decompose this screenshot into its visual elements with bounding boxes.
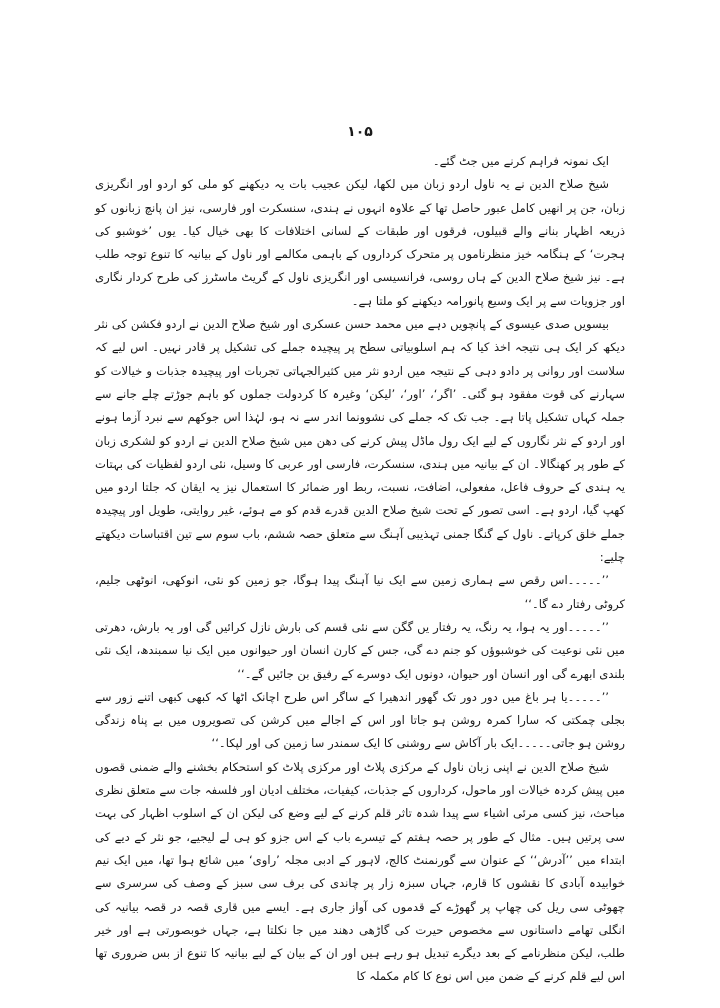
- page-number: ۱۰۵: [347, 124, 373, 140]
- quote-paragraph: ’’۔۔۔۔۔اور یہ ہوا، یہ رنگ، یہ رفتار یں گگن سے نئی قسم کی بارش نازل کرائیں گی اور یہ بارش، دھرتی میں نئی نوعیت کی خوشبوؤں کو جنم دے گی، جس کے کارن انسان اور حیوانوں میں ایک نیا سمبندھ، ایک نئی بلندی ابھرے گی اور انسان اور حیوان، دونوں ایک دوسرے کے رفیق بن جائیں گے۔‘‘: [95, 619, 625, 681]
- body-text: [95, 150, 625, 989]
- paragraph: ایک نمونہ فراہم کرنے میں جٹ گئے۔: [432, 154, 609, 168]
- paragraph: شیخ صلاح الدین نے یہ ناول اردو زبان میں لکھا، لیکن عجیب بات یہ دیکھنے کو ملی کو اردو اور انگریزی زبان، جن پر انھیں کامل عبور حاصل تھا کے علاوہ انہوں نے ہندی، سنسکرت اور فارسی، نیز ان پانچ زبانوں کو ذریعہ اظہار بنانے والے قبیلوں، فرقوں اور طبقات کے لسانی اختلافات کا بھی خیال کیا۔ یوں ’خوشبو کی ہجرت‘ کے ہنگامہ خیز منظرناموں پر متحرک کرداروں کے باہمی مکالمے اور ناول کے بیانیہ کا تنوع توجہ طلب ہے۔ نیز شیخ صلاح الدین کے ہاں روسی، فرانسیسی اور انگریزی ناول کے گریٹ ماسٹرز کی طرح کردار نگاری اور جزویات سے پر ایک وسیع پانورامہ دیکھنے کو ملتا ہے۔: [95, 177, 625, 308]
- quote-paragraph: ’’۔۔۔۔۔یا ہر باغ میں دور دور تک گھور اندھیرا کے ساگر اس طرح اچانک اٹھا کہ کبھی کبھی اتنے زور سے بجلی چمکتی کہ سارا کمرہ روشن ہو جاتا اور اس کے اجالے میں کرشن کی تصویروں میں بے پناہ زندگی روشن ہو جاتی۔۔۔۔۔ایک بار آکاش سے روشنی کا ایک سمندر سا زمین کی اور لپکا۔‘‘: [95, 689, 625, 751]
- paragraph: شیخ صلاح الدین نے اپنی زبان ناول کے مرکزی پلاٹ اور مرکزی پلاٹ کو استحکام بخشنے والے ضمنی قصوں میں پیش کردہ خیالات اور ماحول، کرداروں کے جذبات، کیفیات، مختلف ادیان اور فلسفہ جات سے متعلق نظری مباحث، نیز کسی مرئی اشیاء سے پیدا شدہ تاثر قلم کرنے کے لیے وضع کی لیکن ان کے اسلوب اظہار کی بہت سی پرتیں ہیں۔ مثال کے طور پر حصہ ہفتم کے تیسرے باب کے اس جزو کو ہی لے لیجیے، جو نثر کے دیے کی ابتداء میں ’’آدرش‘‘ کے عنوان سے گورنمنٹ کالج، لاہور کے ادبی مجلہ ’راوی‘ میں شائع ہوا تھا، میں ایک نیم خوابیدہ آبادی کا نقشوں کا قارم، جہاں سبزہ زار پر چاندی کی برف سی سبز کے وصف کی سرسری سے چھوٹی سی ریل کی چھاپ پر گھوڑے کے قدموں کی آواز جاری ہے۔ ایسے میں قاری قصہ در قصہ بیانیہ کی انگلی تھامے داستانوں سے مخصوص حیرت کی گاڑھی دھند میں جا نکلتا ہے، جہاں خوبصورتی ہے اور خیر طلب، لیکن منظرنامے کے بعد دیگرے تبدیل ہو رہے ہیں اور ان کے بیان کے لیے بیانیہ کا تنوع از بس ضروری تھا اس لیے قلم کرنے کے ضمن میں اس نوع کا کام مکملہ کا: [95, 759, 625, 984]
- paragraph: بیسویں صدی عیسوی کے پانچویں دہے میں محمد حسن عسکری اور شیخ صلاح الدین نے اردو فکشن کی نثر دیکھ کر ایک ہی نتیجہ اخذ کیا کہ ہم اسلوبیاتی سطح پر پیچیدہ جملے کی تشکیل پر قادر نہیں۔ اس لیے کہ سلاست اور روانی پر دادو دہی کے نتیجہ میں اردو نثر میں کثیرالجہاتی تجربات اور پیچیدہ جذبات و خیالات کو سہارنے کی قوت مفقود ہو گئی۔ ’اگر‘، ’اور‘، ’لیکن‘ وغیرہ کا کردولت جملوں کو باہم جوڑتے چلے جانے سے جملہ کہاں تشکیل پاتا ہے۔ جب تک کہ جملے کی نشوونما اندر سے نہ ہو، لہٰذا اس جوکھم سے نبرد آزما ہونے اور اردو کے نثر نگاروں کے لیے ایک رول ماڈل پیش کرنے کی دھن میں شیخ صلاح الدین نے اردو کو لشکری زبان کے طور پر کھنگالا۔ ان کے بیانیہ میں ہندی، سنسکرت، فارسی اور عربی کا وسیل، نئی اردو لفظیات کی بہتات یہ ہندی کے حروف فاعل، مفعولی، اضافت، نسبت، ربط اور ضمائر کا استعمال نیز یہ ایقان کہ جلتا اردو میں کھپ گیا، اردو ہے۔ اسی تصور کے تحت شیخ صلاح الدین قدرے قدم کو مے ہوئے، غیر روایتی، طویل اور پیچیدہ جملے خلق کرپاتے۔ ناول کے گنگا جمنی تہذیبی آہنگ سے متعلق حصہ ششم، باب سوم سے تین اقتباسات دیکھتے چلیے:: [95, 317, 625, 565]
- quote-paragraph: ’’۔۔۔۔۔اس رقص سے ہماری زمین سے ایک نیا آہنگ پیدا ہوگا، جو زمین کو نئی، انوکھی، انوٹھی جلیم، کروٹی رفتار دے گا۔‘‘: [95, 573, 625, 611]
